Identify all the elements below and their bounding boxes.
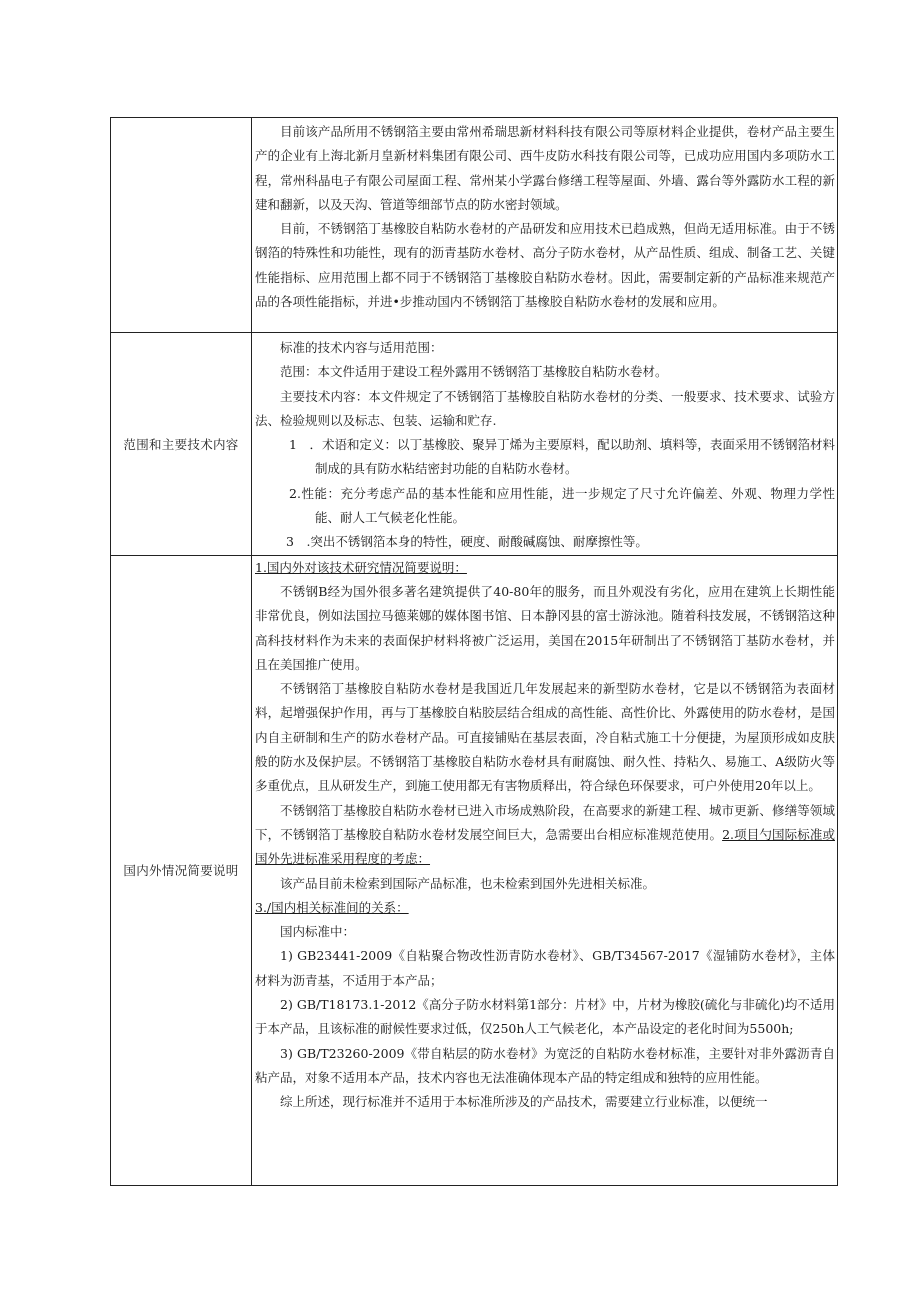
paragraph [255,799,835,872]
table-row [111,118,838,333]
paragraph: 范围：本文件适用于建设工程外露用不锈钢箔丁基橡胶自粘防水卷材。 [280,364,668,380]
paragraph: 目前该产品所用不锈钢箔主要由常州希瑞思新材料科技有限公司等原材料企业提供，卷材产品主要生产的企业有上海北新月皇新材料集团有限公司、西牛皮防水科技有限公司等，已成功应用国内多项防水工程，常州科晶电子有限公司屋面工程、常州某小学露台修缮工程等屋面、外墙、露台等外露防水工程的新建和翻新，以及天沟、管道等细部节点的防水密封领域。 [255,124,835,212]
section-heading: 3./国内相关标准间的关系： [255,899,409,915]
standard-explanation-table [110,117,838,1186]
paragraph: 标准的技术内容与适用范围： [280,340,443,355]
table-row [111,333,838,556]
paragraph: 该产品目前未检索到国际产品标准，也未检索到国外先进相关标准。 [280,875,656,891]
paragraph: 国内标准中： [280,924,356,940]
row-label-empty [111,118,252,333]
paragraph: 3) GB/T23260-2009《带自粘层的防水卷材》为宽泛的自粘防水卷材标准，主要针对非外露沥青自粘产品，对象不适用本产品，技术内容也无法准确体现本产品的特定组成和独特的应用性能。 [255,1045,835,1085]
list-item: 2.性能：充分考虑产品的基本性能和应用性能，进一步规定了尺寸允许偏差、外观、物理力学性能、耐人工气候老化性能。 [289,485,835,526]
paragraph: 不锈钢B经为国外很多著名建筑提供了40-80年的服务，而且外观没有劣化，应用在建筑上长期性能非常优良，例如法国拉马德莱娜的媒体图书馆、日本静冈县的富士游泳池。随着科技发展，不锈钢箔这种高科技材料作为未来的表面保护材料将被广泛运用，美国在2015年研制出了不锈钢箔丁基防水卷材，并且在美国推广使用。 [255,583,835,672]
list-item: 1 ．术语和定义：以丁基橡胶、聚异丁烯为主要原料，配以助剂、填料等，表面采用不锈钢箔材料制成的具有防水粘结密封功能的自粘防水卷材。 [289,437,835,477]
list-item: 3 .突出不锈钢箔本身的特性，硬度、耐酸碱腐蚀、耐摩擦性等。 [286,534,648,550]
paragraph: 目前，不锈钢箔丁基橡胶自粘防水卷材的产品研发和应用技术已趋成熟，但尚无适用标准。由于不锈钢箔的特殊性和功能性，现有的沥青基防水卷材、高分子防水卷材，从产品性质、组成、制备工艺、关键性能指标、应用范围上都不同于不锈钢箔丁基橡胶自粘防水卷材。因此，需要制定新的产品标准来规范产品的各项性能指标，并进•步推动国内不锈钢箔丁基橡胶自粘防水卷材的发展和应用。 [255,221,835,310]
row-label-domestic-foreign: 国内外情况简要说明 [111,555,252,1185]
section-heading: 1.国内外对该技术研究情况简要说明： [255,559,467,575]
row-content-scope [252,333,838,556]
table-row [111,555,838,1185]
row-content-domestic-foreign [252,555,838,1185]
row-label-scope: 范围和主要技术内容 [111,333,252,556]
paragraph: 1) GB23441-2009《自粘聚合物改性沥青防水卷材》、GB/T34567-2017《湿铺防水卷材》，主体材料为沥青基，不适用于本产品； [255,948,835,988]
row-content-background [252,118,838,333]
paragraph: 综上所述，现行标准并不适用于本标准所涉及的产品技术，需要建立行业标准，以便统一 [280,1094,768,1110]
paragraph-text: 不锈钢箔丁基橡胶自粘防水卷材已进入市场成熟阶段，在高要求的新建工程、城市更新、修缮等领域下，不锈钢箔丁基橡胶自粘防水卷材发展空间巨大，急需要出台相应标准规范使用。 [255,802,835,842]
section-heading: 2.项目勺国际标准或国外先进标准采用程度的考虑： [255,826,835,867]
paragraph: 不锈钢箔丁基橡胶自粘防水卷材是我国近几年发展起来的新型防水卷材，它是以不锈钢箔为表面材料，起增强保护作用，再与丁基橡胶自粘胶层结合组成的高性能、高性价比、外露使用的防水卷材，是国内自主研制和生产的防水卷材产品。可直接铺贴在基层表面，冷自粘式施工十分便捷，为屋顶形成如皮肤般的防水及保护层。不锈钢箔丁基橡胶自粘防水卷材具有耐腐蚀、耐久性、持粘久、易施工、A级防火等多重优点，且从研发生产，到施工使用都无有害物质释出，符合绿色环保要求，可户外使用20年以上。 [255,681,835,794]
paragraph: 主要技术内容：本文件规定了不锈钢箔丁基橡胶自粘防水卷材的分类、一般要求、技术要求、试验方法、检验规则以及标志、包装、运输和贮存. [255,388,835,428]
paragraph: 2) GB/T18173.1-2012《高分子防水材料第1部分：片材》中，片材为橡胶(硫化与非硫化)均不适用于本产品，且该标准的耐候性要求过低，仅250h人工气候老化，本产品设定的老化时间为5500h; [255,997,835,1037]
